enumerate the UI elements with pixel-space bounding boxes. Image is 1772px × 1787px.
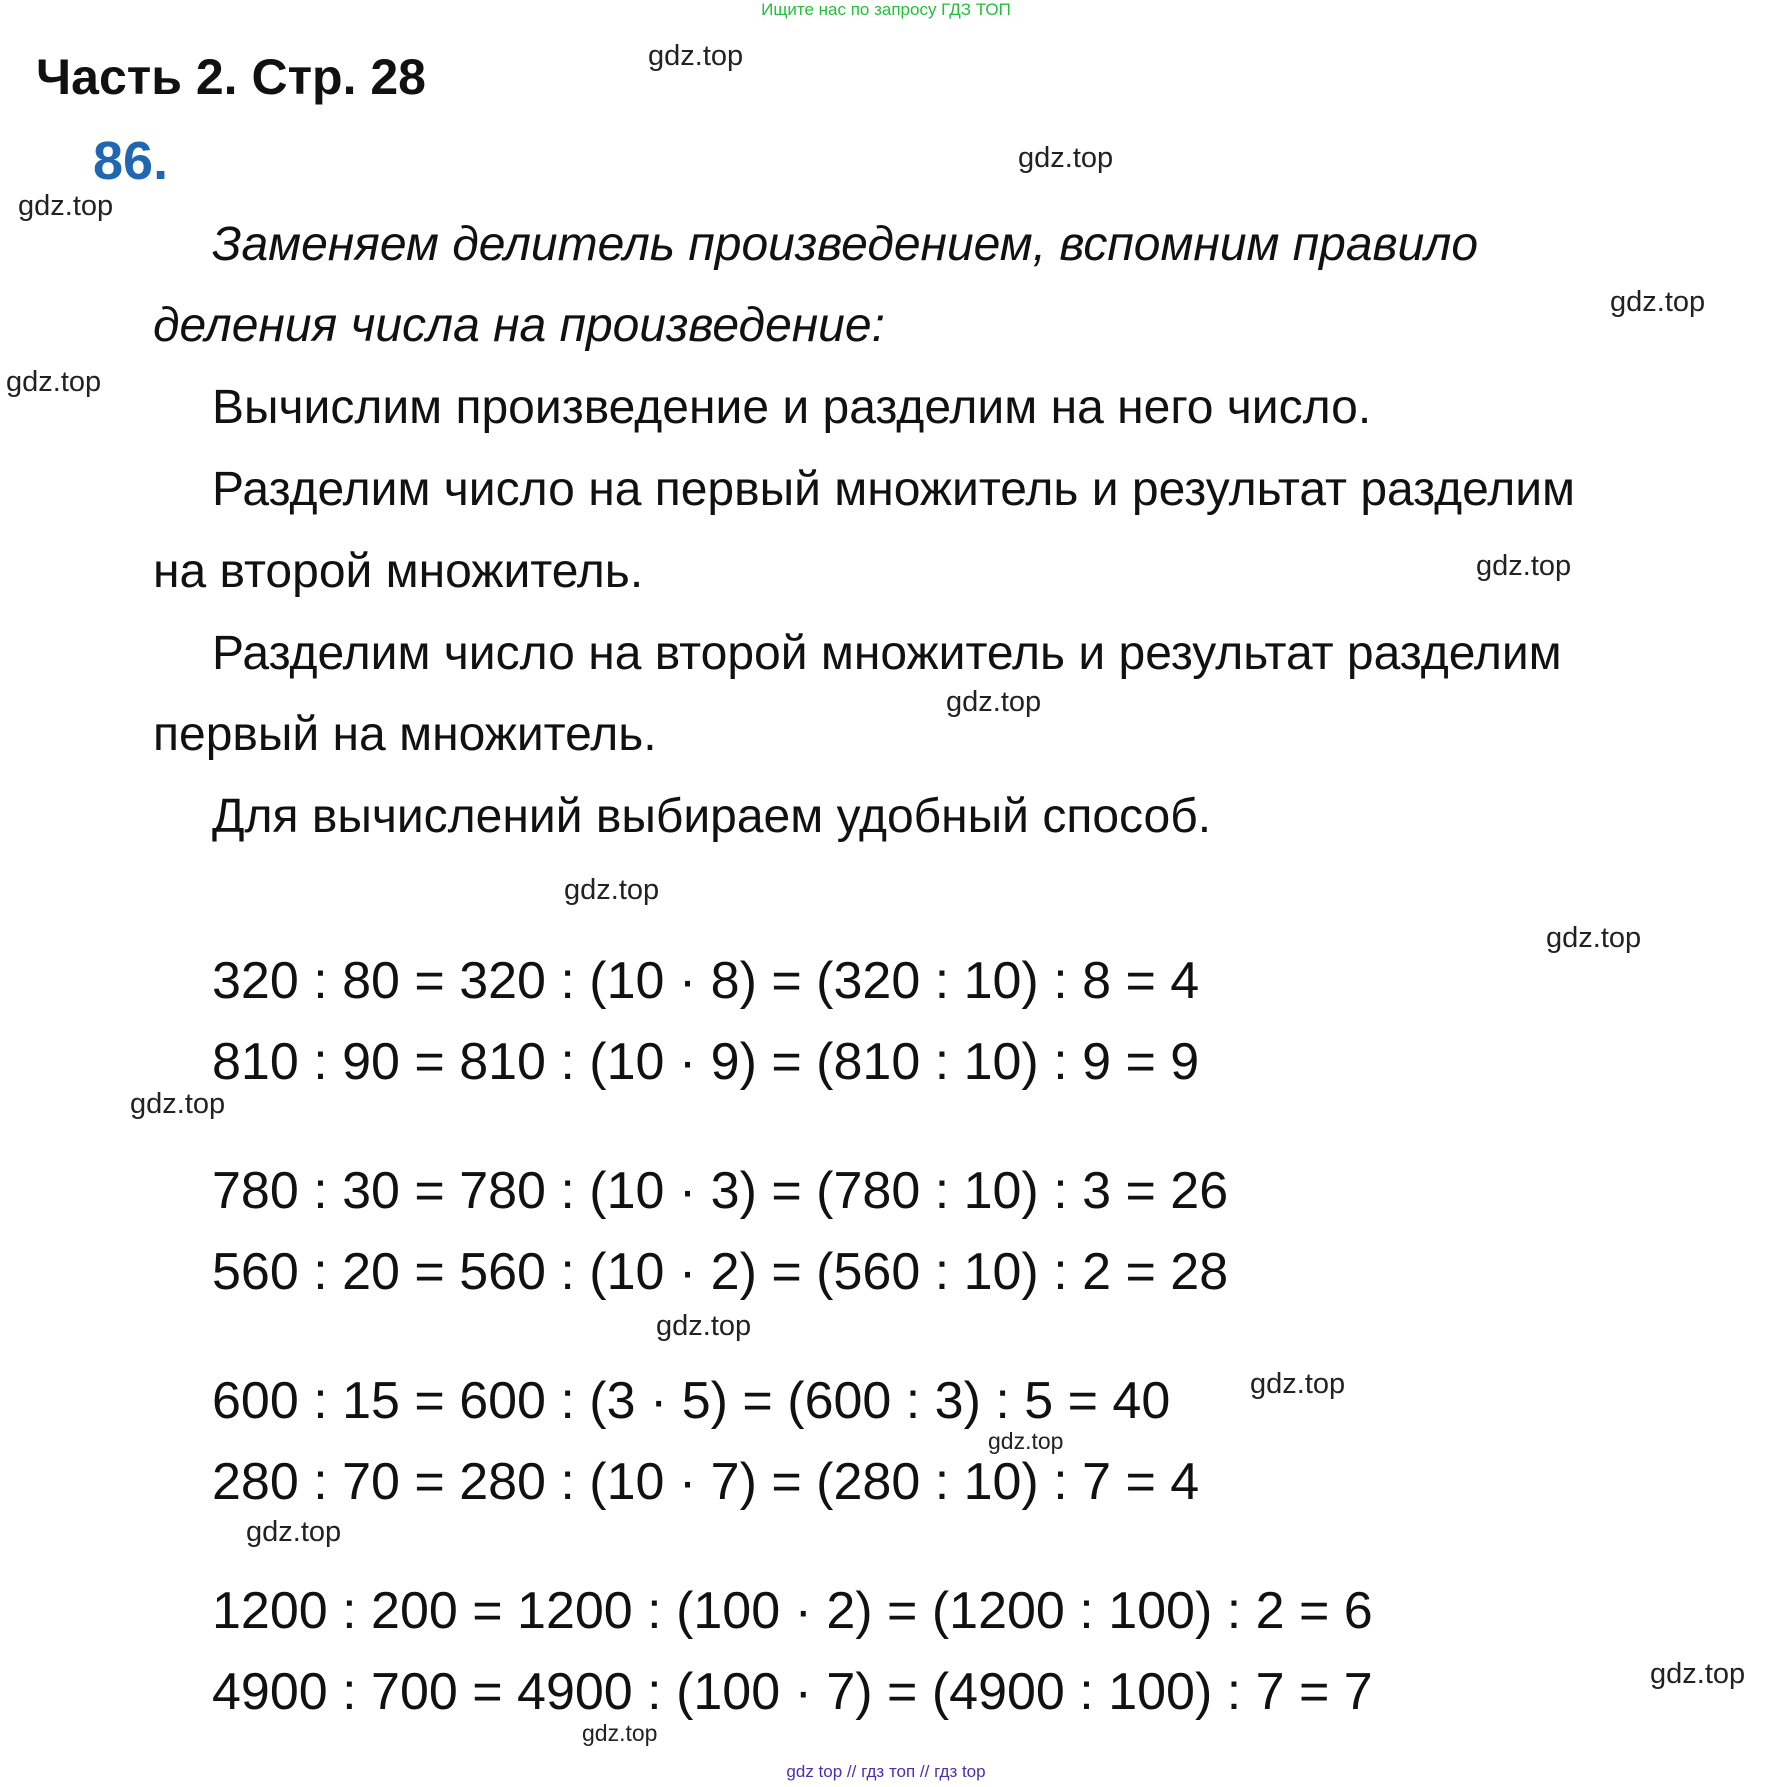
equation-line: 810 : 90 = 810 : (10 · 9) = (810 : 10) : 9 = 9 bbox=[212, 1033, 1200, 1091]
watermark: gdz.top bbox=[130, 1088, 226, 1120]
watermark: gdz.top bbox=[656, 1310, 752, 1342]
paragraph-line: Разделим число на первый множитель и результат разделим bbox=[212, 463, 1576, 516]
paragraph-line: первый на множитель. bbox=[153, 708, 657, 761]
watermark: gdz.top bbox=[1250, 1368, 1346, 1400]
paragraph-line: Заменяем делитель произведением, вспомним правило bbox=[212, 218, 1479, 271]
equation-line: 4900 : 700 = 4900 : (100 · 7) = (4900 : 100) : 7 = 7 bbox=[212, 1663, 1373, 1721]
watermark: gdz.top bbox=[6, 366, 102, 398]
watermark: gdz.top bbox=[1650, 1658, 1746, 1690]
watermark: gdz.top bbox=[1610, 286, 1706, 318]
paragraph-line: Разделим число на второй множитель и результат разделим bbox=[212, 627, 1562, 680]
watermark: gdz.top bbox=[18, 190, 114, 222]
footer-links[interactable]: gdz top // гдз топ // гдз top bbox=[786, 1762, 986, 1781]
watermark: gdz.top bbox=[1476, 550, 1572, 582]
task-number: 86. bbox=[93, 131, 169, 191]
top-banner: Ищите нас по запросу ГДЗ ТОП bbox=[761, 0, 1011, 19]
watermark: gdz.top bbox=[648, 40, 744, 72]
equation-line: 1200 : 200 = 1200 : (100 · 2) = (1200 : 100) : 2 = 6 bbox=[212, 1582, 1373, 1640]
paragraph-line: на второй множитель. bbox=[153, 545, 644, 598]
watermark: gdz.top bbox=[564, 874, 660, 906]
watermark: gdz.top bbox=[988, 1428, 1064, 1454]
watermark: gdz.top bbox=[1018, 142, 1114, 174]
watermark: gdz.top bbox=[1546, 922, 1642, 954]
equation-line: 280 : 70 = 280 : (10 · 7) = (280 : 10) : 7 = 4 bbox=[212, 1453, 1200, 1511]
equation-line: 600 : 15 = 600 : (3 · 5) = (600 : 3) : 5 = 40 bbox=[212, 1372, 1171, 1430]
equation-line: 320 : 80 = 320 : (10 · 8) = (320 : 10) : 8 = 4 bbox=[212, 952, 1200, 1010]
paragraph-line: Вычислим произведение и разделим на него число. bbox=[212, 381, 1372, 434]
watermark: gdz.top bbox=[246, 1516, 342, 1548]
page-heading: Часть 2. Стр. 28 bbox=[36, 49, 426, 105]
equation-line: 780 : 30 = 780 : (10 · 3) = (780 : 10) : 3 = 26 bbox=[212, 1162, 1229, 1220]
watermark: gdz.top bbox=[946, 686, 1042, 718]
paragraph-line: деления числа на произведение: bbox=[153, 299, 885, 352]
paragraph-line: Для вычислений выбираем удобный способ. bbox=[212, 790, 1212, 843]
equation-line: 560 : 20 = 560 : (10 · 2) = (560 : 10) : 2 = 28 bbox=[212, 1243, 1229, 1301]
watermark: gdz.top bbox=[582, 1720, 658, 1746]
